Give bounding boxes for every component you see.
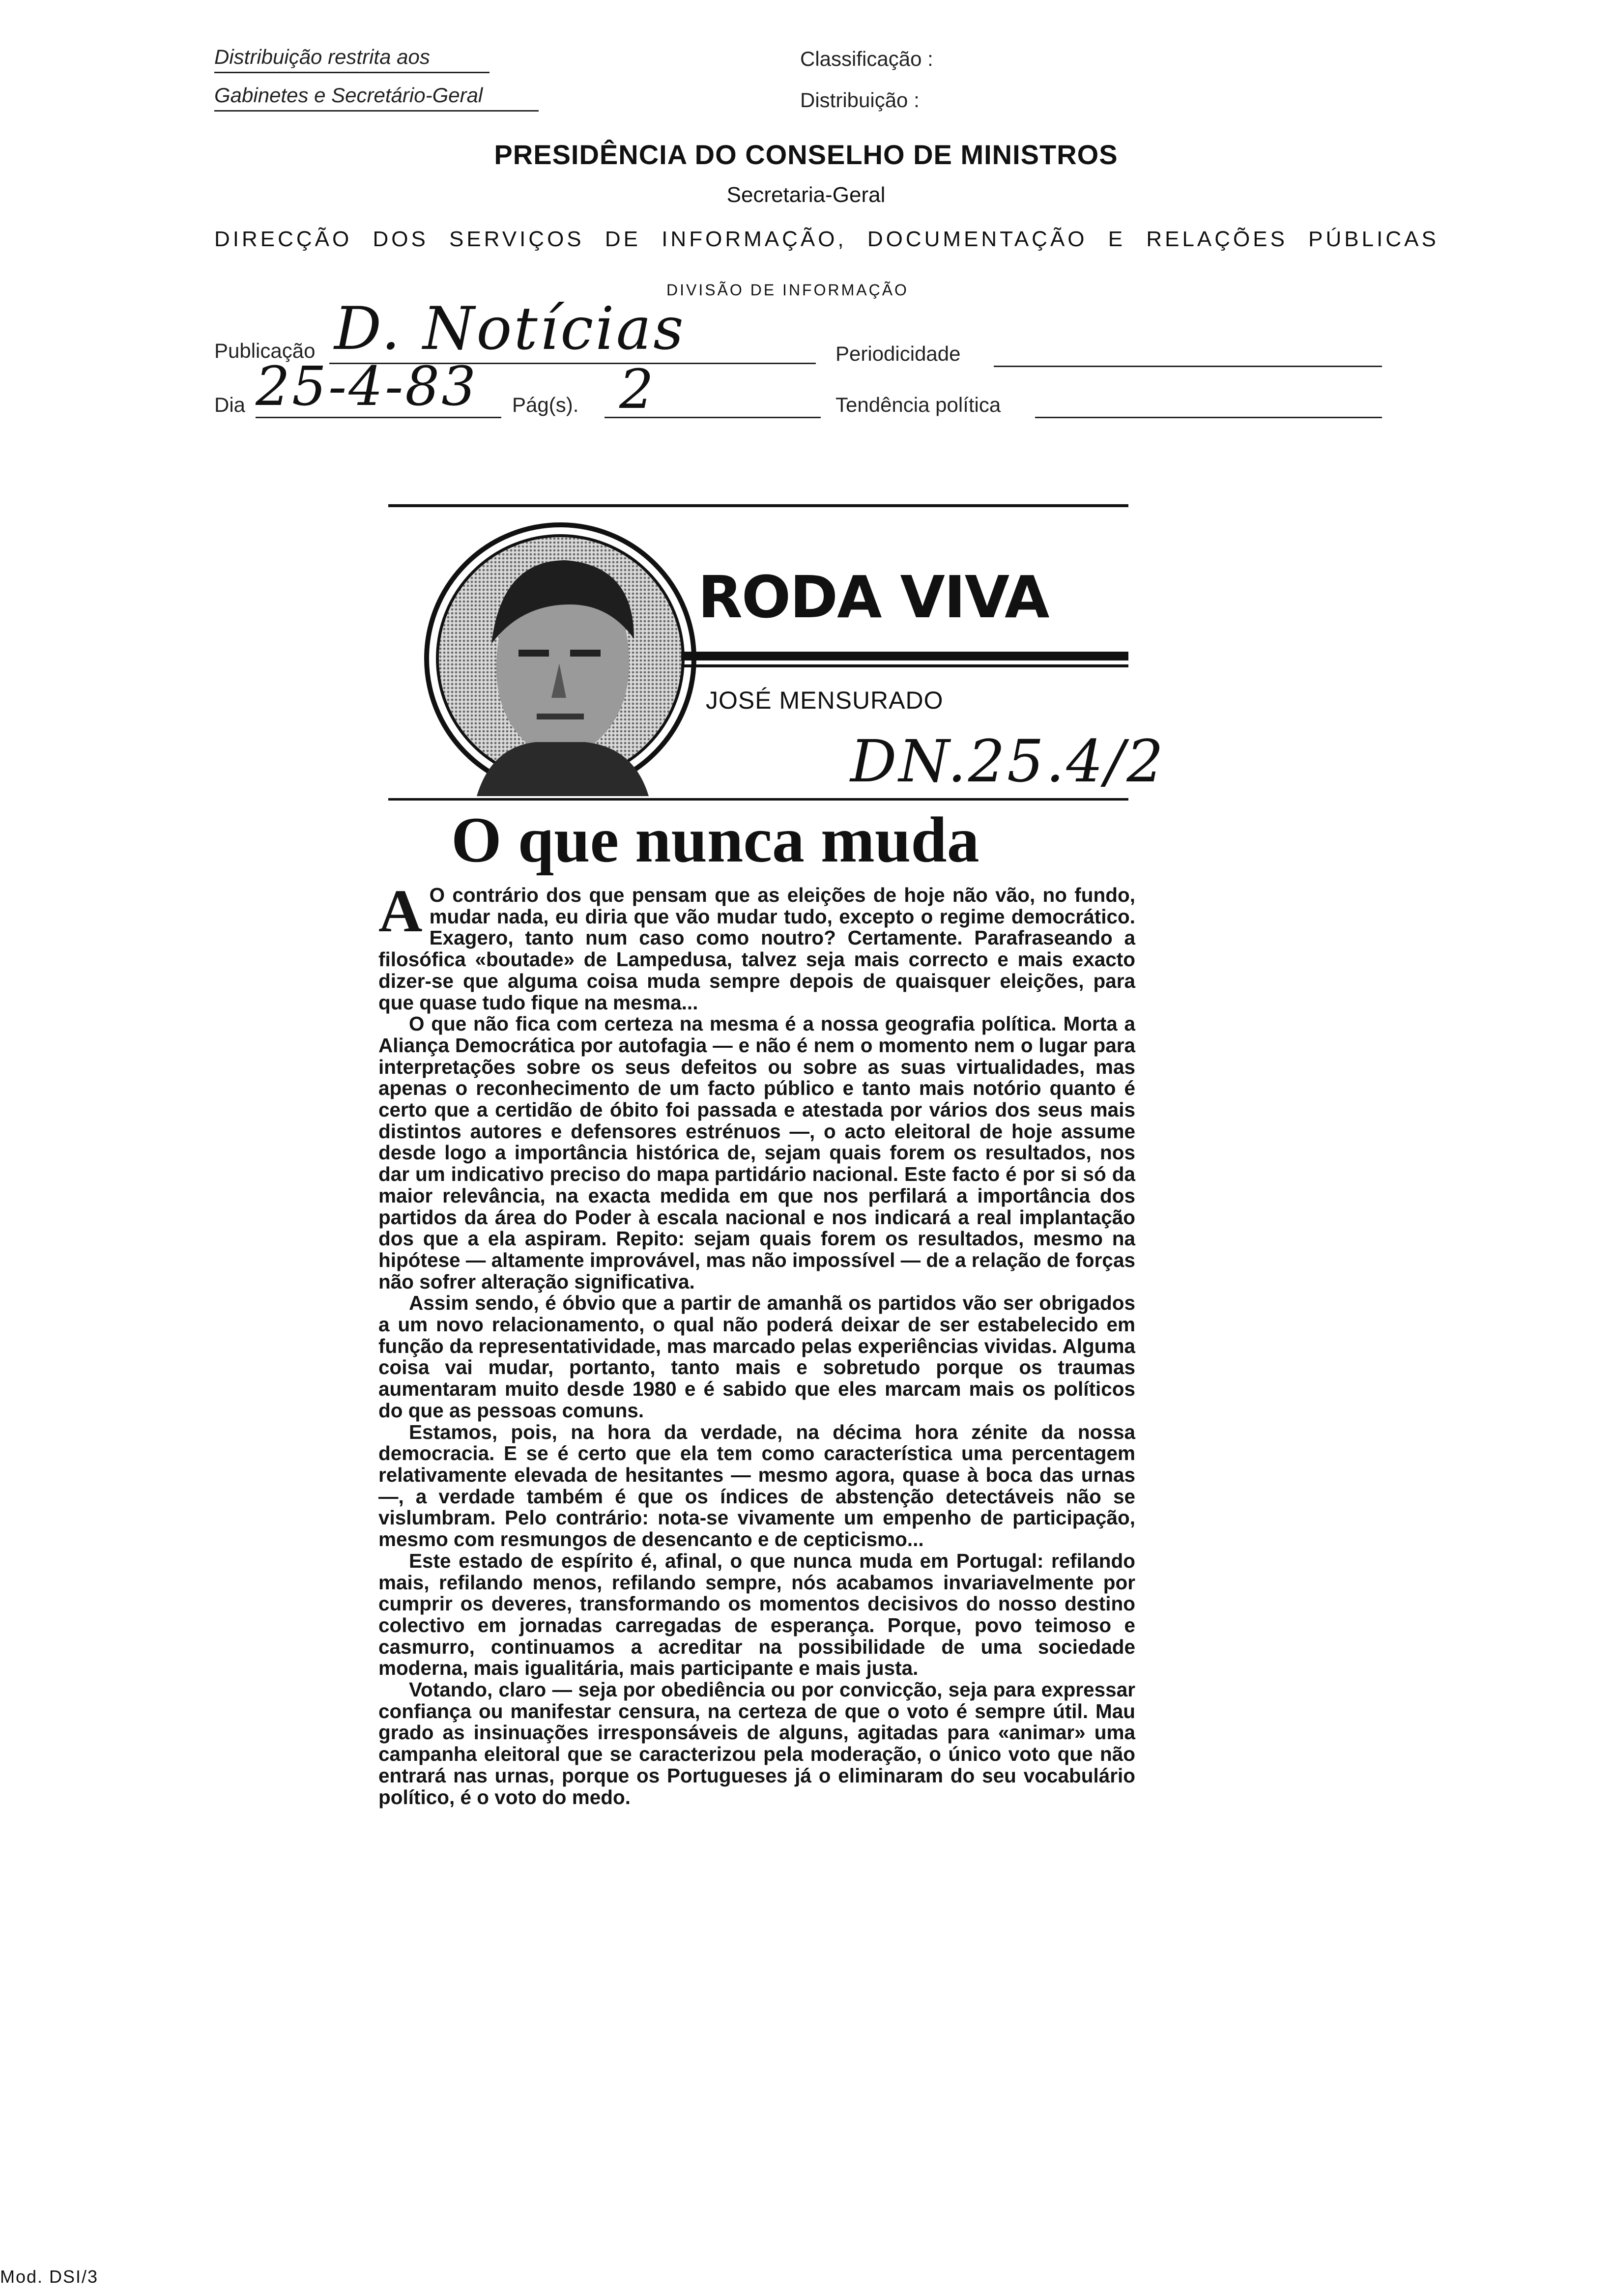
article-body bbox=[378, 877, 1135, 1808]
org-subtitle: Secretaria-Geral bbox=[726, 183, 886, 207]
article-paragraph-1: A O contrário dos que pensam que as eleições de hoje não vão, no fundo, mudar nada, eu diria que vão mudar tudo, excepto o regime democrático. Exagero, tanto num caso como noutro? Certamente. Parafraseando a filosófica «boutade» de Lampedusa, talvez seja mais correcto e mais exacto dizer-se que alguma coisa muda sempre depois de quaisquer eleições, para que quase tudo fique na mesma... bbox=[378, 877, 1135, 1014]
banner-thick-rule bbox=[681, 652, 1128, 660]
pages-label: Pág(s). bbox=[512, 393, 579, 416]
form-code: Mod. DSI/3 bbox=[0, 2267, 99, 2287]
publication-label: Publicação bbox=[214, 339, 316, 362]
article-title: O que nunca muda bbox=[451, 804, 979, 876]
banner-bottom-rule bbox=[388, 798, 1128, 801]
directorate-line: DIRECÇÃO DOS SERVIÇOS DE INFORMAÇÃO, DOCUMENTAÇÃO E RELAÇÕES PÚBLICAS bbox=[214, 227, 1439, 251]
clipping-handwritten-ref: DN.25.4/2 bbox=[850, 727, 1166, 795]
periodicity-line bbox=[994, 366, 1382, 367]
day-handwritten: 25-4-83 bbox=[256, 355, 478, 418]
classification-label: Classificação : bbox=[800, 47, 933, 70]
drop-cap: A bbox=[378, 877, 423, 945]
article-paragraph-3: Assim sendo, é óbvio que a partir de amanhã os partidos vão ser obrigados a um novo relacionamento, o qual não poderá deixar de ser estabelecido em função da representatividade, mas marcado pelas experiências vividas. Alguma coisa vai mudar, portanto, tanto mais e sobretudo porque os traumas aumentaram muito desde 1980 e é sabido que eles marcam mais os políticos do que as pessoas comuns. bbox=[378, 1292, 1135, 1422]
author-portrait bbox=[423, 521, 698, 796]
article-paragraph-2: O que não fica com certeza na mesma é a nossa geografia política. Morta a Aliança Democrática por autofagia — e não é nem o momento nem o lugar para interpretações sobre os seus defeitos ou sobre as suas virtualidades, mas apenas o reconhecimento de um facto público e tanto mais notório quanto é certo que a certidão de óbito foi passada e atestada por vários dos seus mais distintos autores e defensores estrénuos —, o acto eleitoral de hoje assume desde logo a importância histórica de, sejam quais forem os resultados, nos dar um indicativo preciso do mapa partidário nacional. Este facto é por si só da maior relevância, na exacta medida em que nos perfilará a importância dos partidos da área do Poder à escala nacional e nos indicará a real implantação dos que a ela aspiram. Repito: sejam quais forem os resultados, mesmo na hipótese — altamente improvável, mas não impossível — de a relação de forças não sofrer alteração significativa. bbox=[378, 1012, 1135, 1293]
pages-handwritten: 2 bbox=[619, 358, 656, 421]
tendency-line bbox=[1035, 417, 1382, 418]
periodicity-label: Periodicidade bbox=[835, 342, 961, 365]
banner-top-rule bbox=[388, 504, 1128, 507]
publication-handwritten: D. Notícias bbox=[334, 295, 686, 363]
tendency-label: Tendência política bbox=[835, 393, 1001, 416]
day-label: Dia bbox=[214, 393, 246, 416]
article-paragraph-4: Estamos, pois, na hora da verdade, na décima hora zénite da nossa democracia. E se é certo que ela tem como característica uma percentagem relativamente elevada de hesitantes — mesmo agora, quase à boca das urnas —, a verdade também é que os índices de abstenção detectáveis não se vislumbram. Pelo contrário: nota-se vivamente um empenho de participação, mesmo com resmungos de desencanto e de cepticismo... bbox=[378, 1420, 1135, 1551]
article-paragraph-6: Votando, claro — seja por obediência ou por convicção, seja para expressar confiança ou manifestar censura, na certeza de que o voto é sempre útil. Mau grado as insinuações irresponsáveis de alguns, agitadas para «animar» uma campanha eleitoral que se caracterizou pela moderação, o único voto que não entrará nas urnas, porque os Portugueses já o eliminaram do seu vocabulário político, é o voto do medo. bbox=[378, 1678, 1135, 1808]
restricted-distribution-line1: Distribuição restrita aos bbox=[214, 45, 489, 73]
article-paragraph-5: Este estado de espírito é, afinal, o que nunca muda em Portugal: refilando mais, refilando menos, refilando sempre, nós acabamos invariavelmente por cumprir os deveres, transformando os momentos decisivos do nosso destino colectivo em jornadas carregadas de esperança. Porque, povo teimoso e casmurro, continuamos a acreditar na possibilidade de uma sociedade moderna, mais igualitária, mais participante e mais justa. bbox=[378, 1549, 1135, 1680]
banner-thin-rule bbox=[681, 664, 1128, 667]
author-byline: JOSÉ MENSURADO bbox=[706, 687, 944, 714]
org-title: PRESIDÊNCIA DO CONSELHO DE MINISTROS bbox=[494, 139, 1118, 170]
distribution-label: Distribuição : bbox=[800, 88, 920, 112]
restricted-distribution-line2: Gabinetes e Secretário-Geral bbox=[214, 84, 539, 112]
division-label: DIVISÃO DE INFORMAÇÃO bbox=[666, 281, 909, 299]
column-name: RODA VIVA bbox=[698, 563, 1049, 631]
